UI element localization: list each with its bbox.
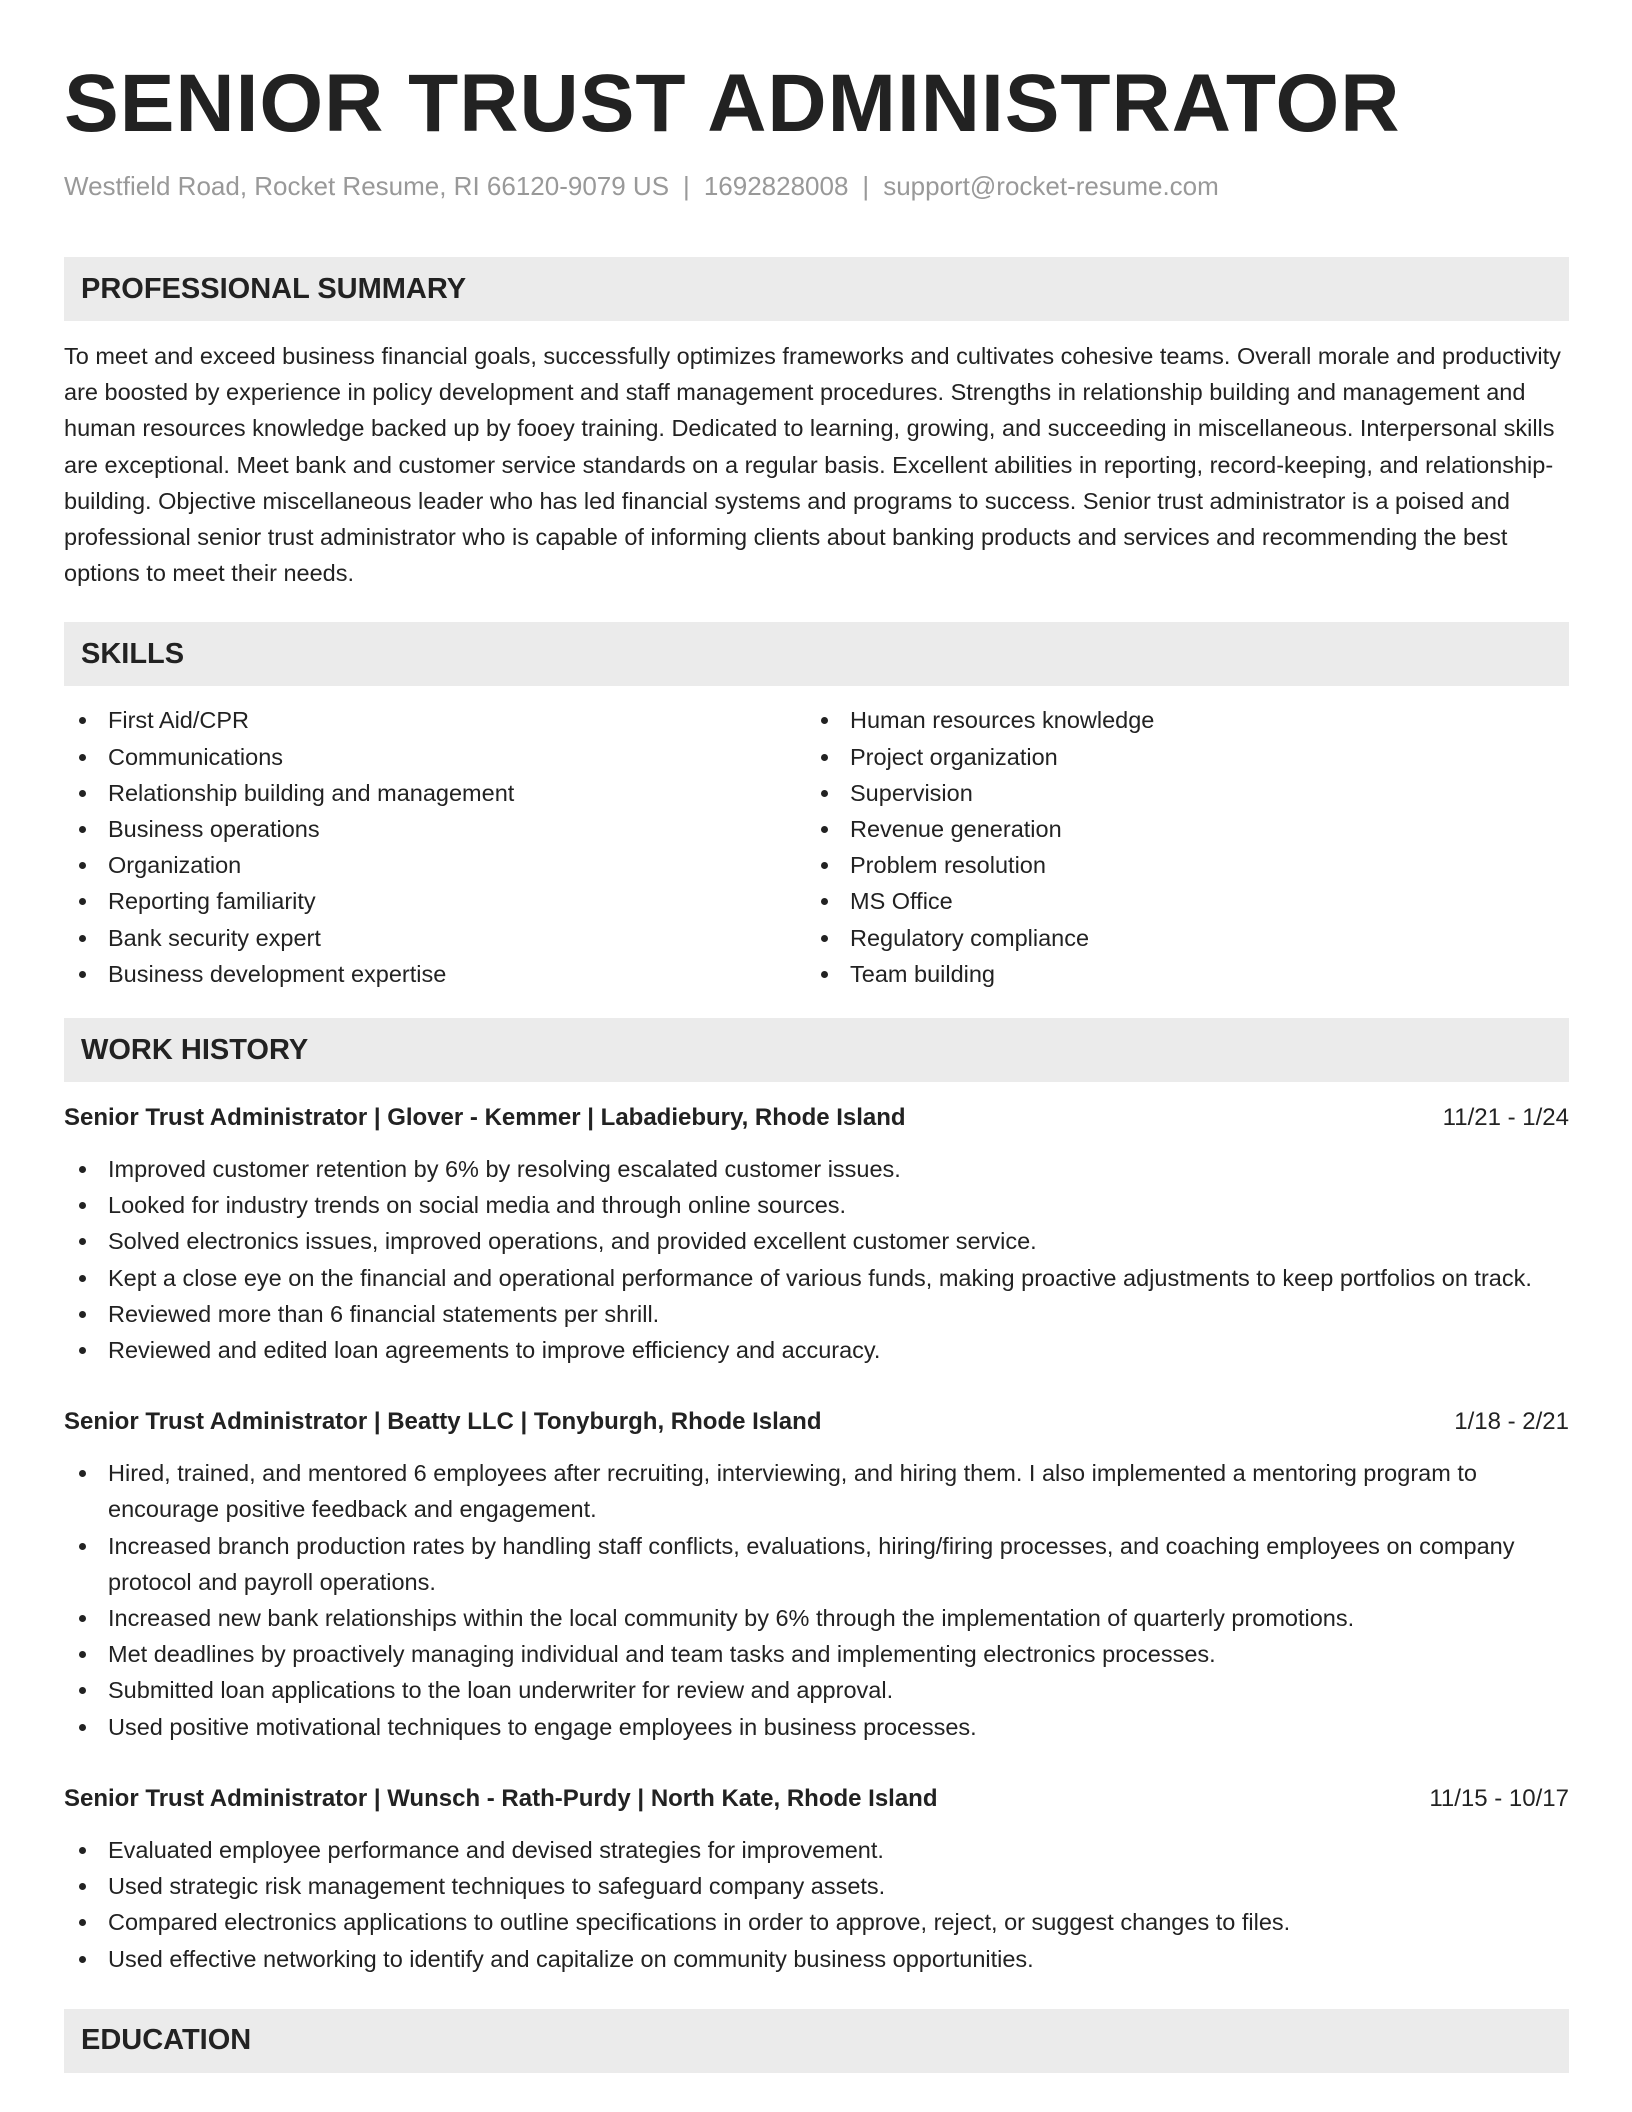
summary-heading: PROFESSIONAL SUMMARY [64,257,1569,321]
job-bullet: Used strategic risk management techniques to safeguard company assets. [64,1868,1569,1904]
contact-separator: | [683,171,690,201]
job-bullets [64,1151,1569,1368]
skill-item: Revenue generation [806,811,1548,847]
job-header [64,1101,1569,1135]
skills-heading: SKILLS [64,622,1569,686]
education-heading: EDUCATION [64,2009,1569,2073]
work-history-heading: WORK HISTORY [64,1018,1569,1082]
skill-item: Business operations [64,811,806,847]
skill-item: Regulatory compliance [806,920,1548,956]
skill-item: Supervision [806,775,1548,811]
job-bullet: Reviewed more than 6 financial statements per shrill. [64,1296,1569,1332]
job-bullet: Used effective networking to identify and capitalize on community business opportunities. [64,1941,1569,1977]
skill-item: Project organization [806,739,1548,775]
skill-item: Human resources knowledge [806,702,1548,738]
job-bullet: Kept a close eye on the financial and operational performance of various funds, making proactive adjustments to keep portfolios on track. [64,1260,1569,1296]
job-bullet: Increased new bank relationships within the local community by 6% through the implementation of quarterly promotions. [64,1600,1569,1636]
skill-item: Business development expertise [64,956,806,992]
job-bullet: Submitted loan applications to the loan underwriter for review and approval. [64,1672,1569,1708]
skill-item: Organization [64,847,806,883]
job-bullet: Reviewed and edited loan agreements to improve efficiency and accuracy. [64,1332,1569,1368]
skills-list [64,702,1569,992]
contact-email[interactable]: support@rocket-resume.com [883,171,1219,201]
job-entry [64,1782,1569,1977]
job-bullet: Improved customer retention by 6% by resolving escalated customer issues. [64,1151,1569,1187]
job-bullet: Met deadlines by proactively managing individual and team tasks and implementing electronics processes. [64,1636,1569,1672]
skills-column-left [64,702,806,992]
job-bullets [64,1832,1569,1977]
job-title: Senior Trust Administrator | Glover - Kemmer | Labadiebury, Rhode Island [64,1104,906,1132]
job-dates: 11/21 - 1/24 [1442,1104,1569,1132]
job-dates: 1/18 - 2/21 [1454,1408,1569,1436]
job-dates: 11/15 - 10/17 [1429,1784,1569,1812]
skill-item: Relationship building and management [64,775,806,811]
job-bullet: Increased branch production rates by handling staff conflicts, evaluations, hiring/firing processes, and coaching employees on company protocol and payroll operations. [64,1528,1569,1600]
skill-item: Problem resolution [806,847,1548,883]
job-bullet: Used positive motivational techniques to engage employees in business processes. [64,1709,1569,1745]
resume-name: SENIOR TRUST ADMINISTRATOR [64,58,1401,149]
job-bullets [64,1455,1569,1745]
job-entry [64,1101,1569,1368]
job-bullet: Compared electronics applications to outline specifications in order to approve, reject, or suggest changes to files. [64,1904,1569,1940]
job-bullet: Hired, trained, and mentored 6 employees after recruiting, interviewing, and hiring them. I also implemented a mentoring program to encourage positive feedback and engagement. [64,1455,1569,1527]
skill-item: First Aid/CPR [64,702,806,738]
summary-text: To meet and exceed business financial goals, successfully optimizes frameworks and cultivates cohesive teams. Overall morale and productivity are boosted by experience in policy development and staff management procedures. Strengths in relationship building and management and human resources knowledge backed up by fooey training. Dedicated to learning, growing, and succeeding in miscellaneous. Interpersonal skills are exceptional. Meet bank and customer service standards on a regular basis. Excellent abilities in reporting, record-keeping, and relationship-building. Objective miscellaneous leader who has led financial systems and programs to success. Senior trust administrator is a poised and professional senior trust administrator who is capable of informing clients about banking products and services and recommending the best options to meet their needs. [64,343,1561,587]
contact-phone: 1692828008 [703,171,849,201]
job-header [64,1782,1569,1816]
skill-item: Team building [806,956,1548,992]
skill-item: Communications [64,739,806,775]
contact-address: Westfield Road, Rocket Resume, RI 66120-9079 US [64,171,670,201]
skill-item: Reporting familiarity [64,883,806,919]
job-title: Senior Trust Administrator | Wunsch - Rath-Purdy | North Kate, Rhode Island [64,1784,938,1812]
job-bullet: Evaluated employee performance and devised strategies for improvement. [64,1832,1569,1868]
job-title: Senior Trust Administrator | Beatty LLC | Tonyburgh, Rhode Island [64,1408,822,1436]
skill-item: Bank security expert [64,920,806,956]
skills-column-right [806,702,1548,992]
contact-separator: | [862,171,870,201]
job-bullet: Looked for industry trends on social media and through online sources. [64,1187,1569,1223]
contact-line [64,168,1569,204]
job-bullet: Solved electronics issues, improved operations, and provided excellent customer service. [64,1223,1569,1259]
skill-item: MS Office [806,883,1548,919]
job-header [64,1405,1569,1439]
job-entry [64,1405,1569,1745]
